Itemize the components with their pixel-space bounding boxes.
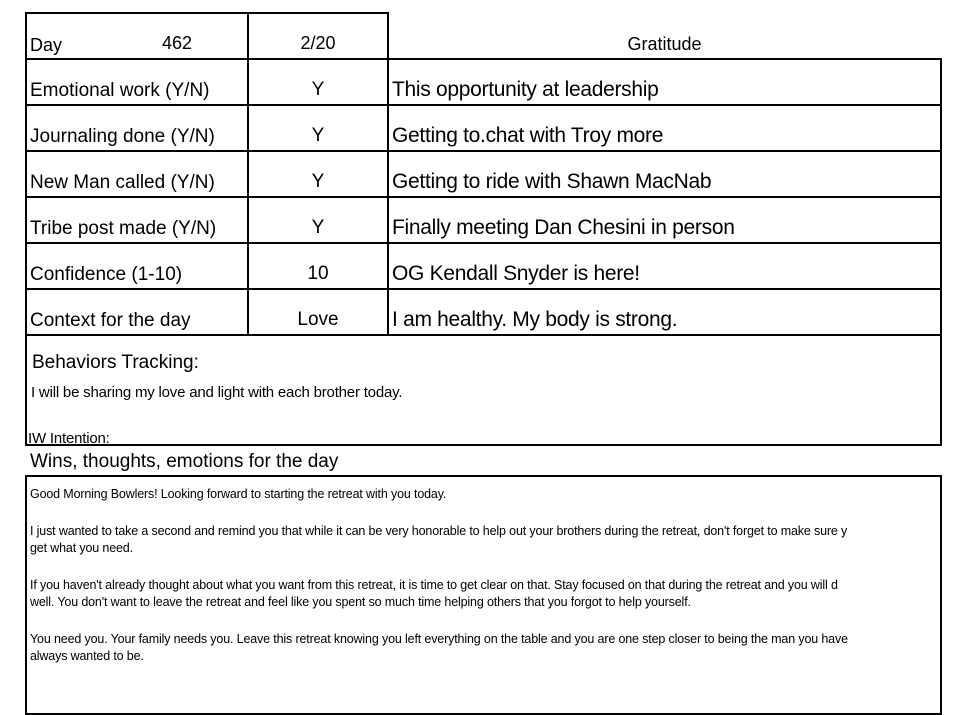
row-label: Context for the day bbox=[30, 310, 191, 331]
table-rule bbox=[25, 334, 942, 336]
gratitude-item: OG Kendall Snyder is here! bbox=[392, 262, 640, 285]
table-border-bottom bbox=[25, 444, 942, 446]
message-line: You need you. Your family needs you. Leave this retreat knowing you left everything on the table and you are one step closer to being the man you have bbox=[30, 632, 848, 646]
row-label: Journaling done (Y/N) bbox=[30, 126, 215, 147]
message-blank-line bbox=[30, 503, 940, 523]
table-rule bbox=[25, 242, 942, 244]
intention-label: IW Intention: bbox=[28, 430, 110, 444]
message-line: well. You don't want to leave the retreat and feel like you spent so much time helping others that you forgot to help yourself. bbox=[30, 595, 691, 609]
intention-clip bbox=[28, 430, 228, 444]
gratitude-header: Gratitude bbox=[627, 34, 702, 54]
date-value: 2/20 bbox=[300, 33, 336, 53]
gratitude-item: This opportunity at leadership bbox=[392, 78, 659, 101]
message-blank-line bbox=[30, 611, 940, 631]
row-value: 10 bbox=[307, 263, 329, 284]
message-line: If you haven't already thought about what you want from this retreat, it is time to get clear on that. Stay focused on that during the retreat and you will d bbox=[30, 578, 838, 592]
gratitude-item: I am healthy. My body is strong. bbox=[392, 308, 678, 331]
row-label: New Man called (Y/N) bbox=[30, 172, 215, 193]
message-line: Good Morning Bowlers! Looking forward to starting the retreat with you today. bbox=[30, 487, 447, 501]
row-label: Confidence (1-10) bbox=[30, 264, 183, 285]
day-label: Day bbox=[30, 35, 63, 55]
message-line: get what you need. bbox=[30, 541, 133, 555]
wins-title: Wins, thoughts, emotions for the day bbox=[30, 451, 339, 472]
row-value: Y bbox=[311, 125, 325, 146]
message-blank-line bbox=[30, 557, 940, 577]
day-number: 462 bbox=[162, 33, 193, 53]
row-label: Emotional work (Y/N) bbox=[30, 80, 210, 101]
gratitude-item: Getting to ride with Shawn MacNab bbox=[392, 170, 712, 193]
row-label: Tribe post made (Y/N) bbox=[30, 218, 217, 239]
message-line: always wanted to be. bbox=[30, 649, 144, 663]
table-border-top bbox=[25, 12, 388, 14]
table-rule bbox=[25, 104, 942, 106]
table-border-left bbox=[25, 12, 27, 446]
table-column-divider bbox=[387, 12, 389, 335]
message-line: I just wanted to take a second and remind you that while it can be very honorable to help out your brothers during the retreat, don't forget to make sure y bbox=[30, 524, 848, 538]
table-border-right bbox=[940, 58, 942, 446]
wins-message bbox=[30, 486, 940, 665]
table-rule bbox=[25, 288, 942, 290]
row-value: Y bbox=[311, 79, 325, 100]
table-rule bbox=[25, 196, 942, 198]
row-value: Love bbox=[297, 309, 339, 330]
table-rule bbox=[25, 58, 942, 60]
table-rule bbox=[25, 150, 942, 152]
gratitude-item: Getting to.chat with Troy more bbox=[392, 124, 664, 147]
row-value: Y bbox=[311, 217, 325, 238]
behaviors-title: Behaviors Tracking: bbox=[32, 352, 199, 373]
row-value: Y bbox=[311, 171, 325, 192]
gratitude-item: Finally meeting Dan Chesini in person bbox=[392, 216, 735, 239]
behaviors-text: I will be sharing my love and light with each brother today. bbox=[31, 384, 403, 401]
wins-box bbox=[25, 475, 942, 715]
